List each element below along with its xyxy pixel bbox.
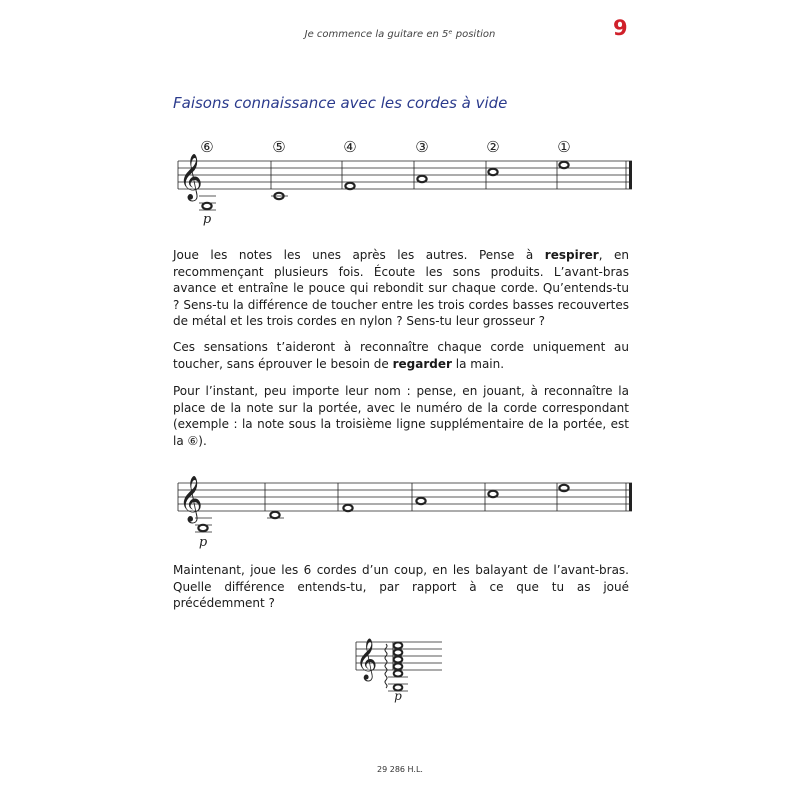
section-title: Faisons connaissance avec les cordes à vide <box>173 94 508 112</box>
note-string-3 <box>417 176 426 182</box>
note-string-6 <box>198 525 207 531</box>
chord-note-3 <box>394 657 403 663</box>
staff-chord <box>352 634 452 703</box>
chord-note-4 <box>394 664 403 670</box>
string-number-3: ③ <box>415 138 429 156</box>
note-string-5 <box>270 512 279 518</box>
string-number-1: ① <box>557 138 571 156</box>
treble-clef-icon: 𝄞 <box>179 154 203 200</box>
treble-clef-icon: 𝄞 <box>179 476 203 522</box>
paragraph-1: Joue les notes les unes après les autres. Pense à respirer, en recommençant plusieurs fois. Écoute les sons produits. L’avant-bras avance et entraîne le pouce qui rebondit sur chaque corde. Qu’entends-tu ? Sens-tu la différence de toucher entre les trois cordes basses recouvertes de métal et les trois cordes en nylon ? Sens-tu leur grosseur ? <box>173 248 629 329</box>
string-number-5: ⑤ <box>272 138 286 156</box>
thumb-mark: p <box>198 535 208 550</box>
staff-open-strings <box>170 135 640 230</box>
running-title: Je commence la guitare en 5ᵉ position <box>304 29 496 40</box>
string-number-6: ⑥ <box>200 138 214 156</box>
note-string-2 <box>488 169 497 175</box>
page-number: 9 <box>613 16 628 40</box>
chord-note-2 <box>394 650 403 656</box>
note-string-1 <box>559 485 568 491</box>
paragraph-3: Pour l’instant, peu importe leur nom : pense, en jouant, à reconnaître la place de la note sur la portée, avec le numéro de la corde correspondant (exemple : la note sous la troisième ligne supplémentaire de la portée, est la ⑥). <box>173 384 629 448</box>
staff-open-strings-2 <box>170 478 640 548</box>
note-string-4 <box>345 183 354 189</box>
note-string-1 <box>559 162 568 168</box>
note-string-3 <box>416 498 425 504</box>
chord-note-1 <box>394 643 403 649</box>
arpeggio-icon <box>385 644 387 688</box>
thumb-mark: p <box>202 212 212 227</box>
thumb-mark: p <box>394 689 402 703</box>
note-string-4 <box>343 505 352 511</box>
footer-code: 29 286 H.L. <box>377 765 423 774</box>
string-number-4: ④ <box>343 138 357 156</box>
paragraph-4: Maintenant, joue les 6 cordes d’un coup, en les balayant de l’avant-bras. Quelle différence entends-tu, par rapport à ce que tu as joué précédemment ? <box>173 563 629 611</box>
note-string-2 <box>488 491 497 497</box>
paragraph-2: Ces sensations t’aideront à reconnaître chaque corde uniquement au toucher, sans éprouver le besoin de regarder la main. <box>173 340 629 371</box>
string-number-2: ② <box>486 138 500 156</box>
note-string-6 <box>202 203 211 209</box>
chord-note-5 <box>394 671 403 677</box>
treble-clef-icon: 𝄞 <box>356 639 378 680</box>
